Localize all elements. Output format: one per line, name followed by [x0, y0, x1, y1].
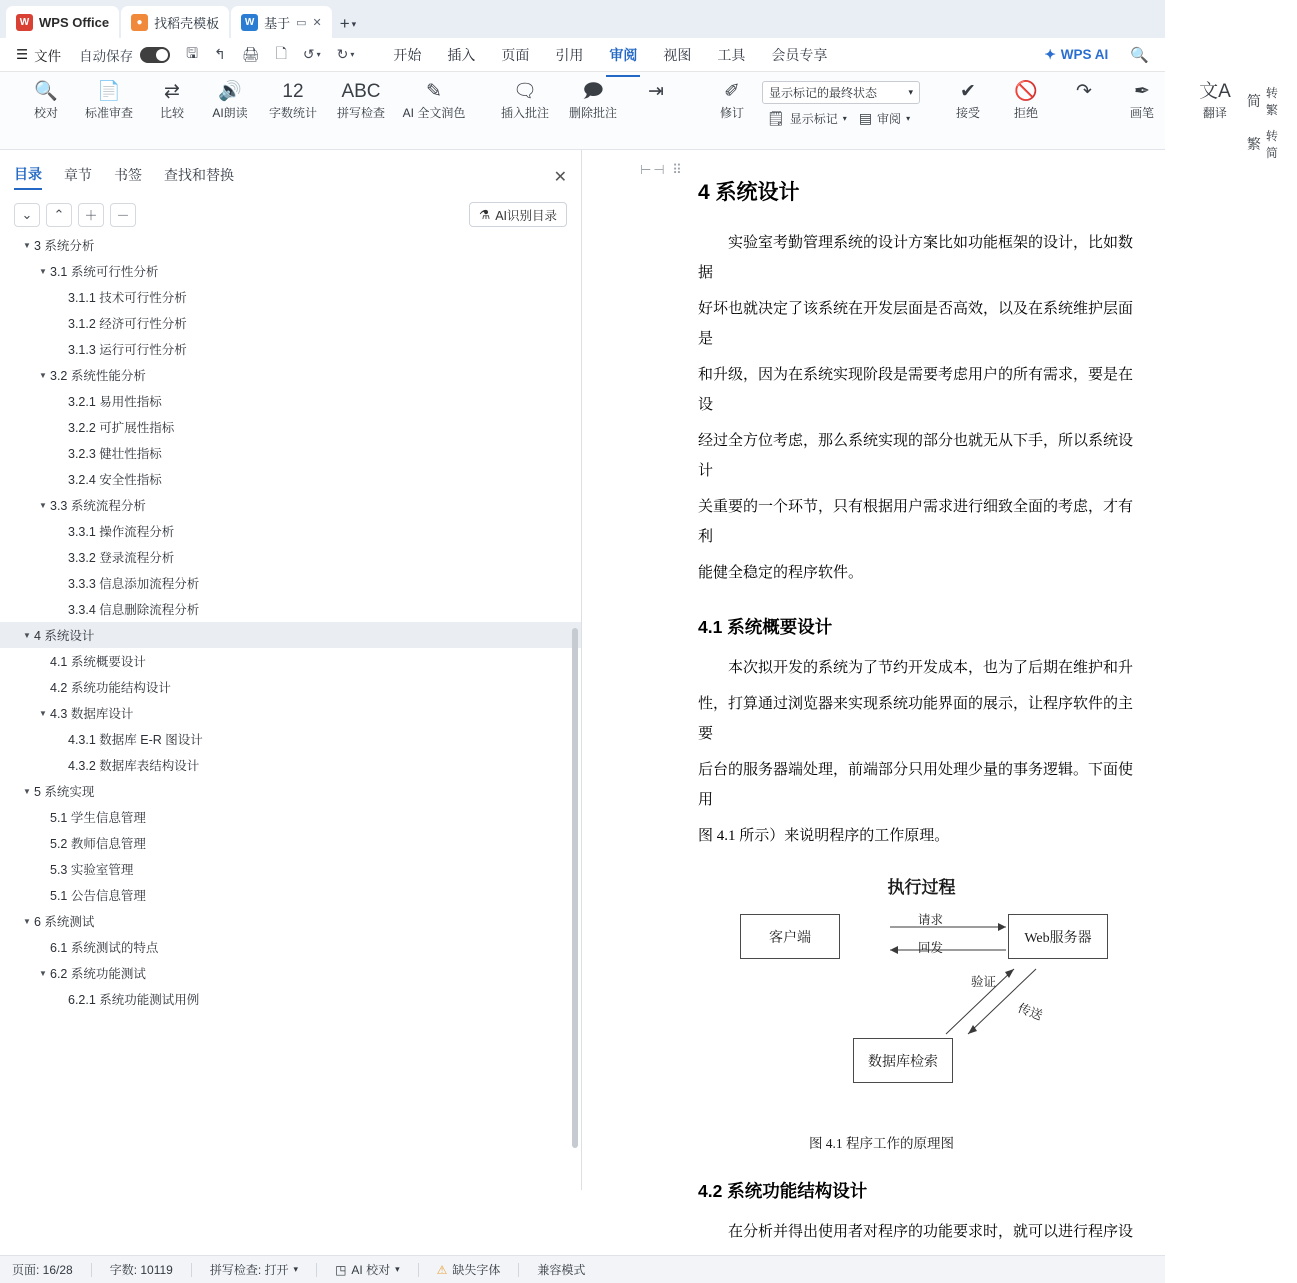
document-page[interactable] [582, 150, 1165, 1240]
diagram-node-label: 客户端 [769, 930, 811, 946]
tab-label: 找稻壳模板 [154, 15, 220, 31]
heading-4-2: 4.2 系统功能结构设计 [698, 1181, 868, 1201]
spellcheck-button[interactable] [328, 76, 394, 121]
diagram-node-webserver [1008, 914, 1108, 959]
print-icon[interactable]: 🖨 [241, 46, 260, 62]
paragraph: 实验室考勤管理系统的设计方案比如功能框架的设计，比如数据 [698, 235, 1134, 281]
standard-review-label: 标准审查 [84, 106, 133, 120]
document-pane[interactable] [582, 150, 1165, 1240]
show-markup-label: 显示标记 [789, 112, 838, 126]
word-count-label: 字数统计 [268, 106, 317, 120]
diagram-node-client [740, 914, 840, 959]
ribbon-group-translate [1182, 76, 1297, 160]
toc-item-label: 3.2.2 可扩展性指标 [68, 421, 175, 435]
ai-proofread-status[interactable] [335, 1261, 400, 1278]
spellcheck-status-label: 拼写检查: 打开 [209, 1263, 289, 1277]
toc-item[interactable] [0, 466, 581, 492]
translate-icon: 文A [1199, 81, 1231, 102]
spellcheck-label: 拼写检查 [336, 106, 385, 120]
word-count-button[interactable] [260, 76, 326, 121]
close-icon[interactable]: ✕ [553, 169, 567, 186]
divider [91, 1263, 92, 1277]
ribbon-group-track [696, 76, 928, 146]
to-simplified-button[interactable] [1242, 124, 1289, 164]
to-simplified-label: 转简 [1265, 129, 1278, 160]
ai-read-label: AI朗读 [212, 106, 248, 120]
toc-item[interactable] [0, 310, 581, 336]
toc-item-label: 4.3.1 数据库 E-R 图设计 [68, 733, 203, 747]
save-icon[interactable]: 🖫 [186, 44, 199, 61]
toc-item-label: 5.1 学生信息管理 [50, 811, 146, 825]
ribbon-tab-start[interactable]: 开始 [393, 46, 422, 63]
page-margin-marks: ⊢⊣ ⠿ [640, 162, 684, 177]
ribbon-tab-member[interactable]: 会员专享 [771, 46, 828, 63]
to-traditional-icon: 简 [1246, 93, 1261, 109]
toc-item-label: 3.3.2 登录流程分析 [68, 551, 175, 565]
nav-tab-toc[interactable]: 目录 [14, 164, 42, 190]
toc-item-label: 4.3.2 数据库表结构设计 [68, 759, 200, 773]
undo-icon[interactable]: ↺ ▾ [302, 46, 321, 62]
toc-item[interactable] [0, 960, 581, 986]
ai-read-button[interactable] [202, 76, 258, 121]
nav-tab-bookmark[interactable]: 书签 [114, 167, 142, 183]
toc-item-label: 4 系统设计 [34, 629, 95, 643]
toc-item[interactable] [0, 856, 581, 882]
delete-comment-label: 删除批注 [568, 106, 617, 120]
toc-item[interactable] [0, 778, 581, 804]
wps-ai-label: WPS AI [1060, 47, 1109, 62]
toc-item-label: 3.1.3 运行可行性分析 [68, 343, 187, 357]
toc-item-label: 3.2.1 易用性指标 [68, 395, 162, 409]
diagram-node-label: 数据库检索 [868, 1054, 938, 1070]
markup-state-value: 显示标记的最终状态 [769, 86, 878, 100]
spellcheck-icon: ABC [341, 81, 381, 102]
accept-button[interactable] [940, 76, 996, 121]
to-traditional-button[interactable] [1242, 81, 1289, 121]
toc-item[interactable] [0, 232, 581, 258]
ai-sparkle-icon: ⚗ [478, 208, 491, 222]
toc-item[interactable] [0, 544, 581, 570]
wps-logo-icon: W [16, 14, 33, 31]
toc-item-label: 3 系统分析 [34, 239, 95, 253]
chevron-down-icon: ▾ [842, 114, 847, 123]
ai-polish-label: AI 全文润色 [402, 106, 466, 120]
reject-label: 拒绝 [1013, 106, 1038, 120]
main-body [0, 150, 1165, 1240]
print-preview-icon[interactable]: 🗋 [275, 44, 287, 61]
figure-diagram [718, 912, 1125, 1124]
word-count-indicator[interactable]: 字数: 10119 [109, 1263, 173, 1277]
delete-comment-button[interactable] [560, 76, 626, 121]
new-tab-button[interactable] [340, 14, 356, 34]
paragraph: 关重要的一个环节，只有根据用户需求进行细致全面的考虑，才有利 [698, 499, 1134, 545]
chevron-down-icon: ▾ [906, 114, 911, 123]
to-simplified-icon: 繁 [1246, 136, 1261, 152]
file-menu-button[interactable] [8, 42, 69, 68]
toc-item-label: 3.3.3 信息添加流程分析 [68, 577, 200, 591]
reject-icon: 🚫 [1014, 81, 1038, 102]
chevron-down-icon[interactable]: ▼ [23, 786, 31, 796]
figure-title: 执行过程 [887, 878, 956, 897]
word-count-icon: 12 [282, 81, 304, 102]
toc-item-label: 6.2 系统功能测试 [50, 967, 146, 981]
browser-tab-bar [0, 0, 1165, 38]
ribbon-tab-view[interactable]: 视图 [663, 46, 692, 63]
review-pane-icon: ▤ [858, 110, 873, 126]
ai-polish-icon: ✎ [426, 81, 442, 102]
tab-controls [296, 16, 322, 29]
compare-label: 比较 [159, 106, 184, 120]
review-pane-label: 审阅 [877, 112, 902, 126]
divider [518, 1263, 519, 1277]
toc-item[interactable] [0, 518, 581, 544]
ai-proofread-icon: ◳ [335, 1262, 347, 1277]
ribbon-tab-tools[interactable]: 工具 [717, 46, 746, 63]
tab-label: WPS Office [39, 14, 110, 30]
pen-icon: ✒ [1134, 81, 1150, 102]
paragraph: 性，打算通过浏览器来实现系统功能界面的展示，让程序软件的主要 [698, 696, 1134, 742]
diagram-node-label: Web服务器 [1024, 930, 1092, 946]
toc-item-label: 4.2 系统功能结构设计 [50, 681, 171, 695]
toc-item[interactable] [0, 908, 581, 934]
paragraph: 能健全稳定的程序软件。 [698, 565, 864, 581]
wps-ai-button[interactable] [1044, 47, 1108, 63]
toc-item-label: 5.3 实验室管理 [50, 863, 134, 877]
ai-read-icon: 🔊 [218, 81, 242, 102]
toc-item[interactable] [0, 570, 581, 596]
ribbon-tab-insert[interactable]: 插入 [447, 46, 476, 63]
nav-tab-chapter[interactable]: 章节 [64, 167, 92, 183]
ai-recognize-toc-button[interactable] [469, 202, 567, 227]
tab-docer-template[interactable] [121, 6, 229, 38]
track-changes-label: 修订 [719, 106, 744, 120]
pen-label: 画笔 [1129, 106, 1154, 120]
track-changes-icon: ✐ [724, 81, 740, 102]
diagram-edge-label-verify: 验证 [971, 975, 997, 989]
standard-review-icon: 📄 [97, 81, 121, 102]
toc-item-label: 4.3 数据库设计 [50, 707, 134, 721]
toc-item[interactable] [0, 440, 581, 466]
proofread-icon: 🔍 [34, 81, 58, 102]
toc-item-label: 5.1 公告信息管理 [50, 889, 146, 903]
chevron-down-icon[interactable]: ▼ [39, 370, 47, 380]
docer-logo-icon: ● [131, 14, 148, 31]
paragraph: 和升级，因为在系统实现阶段是需要考虑用户的所有需求，要是在设 [698, 367, 1134, 413]
paragraph: 经过全方位考虑，那么系统实现的部分也就无从下手，所以系统设计 [698, 433, 1134, 479]
autosave-label: 自动保存 [79, 48, 134, 64]
figure-caption: 图 4.1 程序工作的原理图 [808, 1136, 955, 1151]
ribbon-group-changes [932, 76, 1178, 146]
ai-sparkle-icon: ✦ [1044, 46, 1056, 62]
chevron-down-icon[interactable]: ▼ [39, 708, 47, 718]
ribbon-tab-list [390, 41, 830, 69]
ai-toc-label: AI识别目录 [495, 208, 557, 223]
proofread-label: 校对 [33, 106, 58, 120]
chevron-down-icon[interactable]: ▼ [39, 266, 47, 276]
toc-item-label: 6.1 系统测试的特点 [50, 941, 159, 955]
autosave-toggle[interactable] [140, 47, 170, 63]
spellcheck-status[interactable] [210, 1261, 298, 1278]
toc-item[interactable] [0, 700, 581, 726]
close-icon[interactable]: ✕ [312, 16, 322, 29]
tab-document-active[interactable] [231, 6, 332, 38]
missing-font-warning[interactable] [437, 1261, 501, 1278]
toc-item-label: 3.2 系统性能分析 [50, 369, 146, 383]
show-markup-button[interactable] [762, 107, 852, 130]
expand-plus-icon[interactable]: ＋ [78, 203, 104, 227]
translate-label: 翻译 [1202, 106, 1227, 120]
toc-item[interactable] [0, 804, 581, 830]
diagram-edge-label-transmit: 传送 [1016, 1001, 1045, 1023]
toc-item[interactable] [0, 986, 581, 1012]
conversion-options [1242, 76, 1289, 164]
ribbon-tab-page[interactable]: 页面 [501, 46, 530, 63]
plus-icon: + [339, 14, 350, 33]
paragraph: 图 4.1 所示）来说明程序的工作原理。 [698, 828, 950, 844]
toc-list[interactable] [0, 228, 581, 1162]
toc-item-label: 3.1.1 技术可行性分析 [68, 291, 187, 305]
toc-item[interactable] [0, 336, 581, 362]
toc-item-label: 3.3 系统流程分析 [50, 499, 146, 513]
hamburger-icon: ☰ [16, 46, 29, 62]
chevron-down-icon[interactable]: ▼ [39, 500, 47, 510]
warning-icon: ⚠ [436, 1262, 448, 1277]
navigation-pane [0, 150, 582, 1190]
toc-item-selected[interactable] [0, 622, 581, 648]
ai-proofread-label: AI 校对 [351, 1263, 391, 1277]
toc-item[interactable] [0, 726, 581, 752]
toc-item-label: 5.2 教师信息管理 [50, 837, 146, 851]
chevron-down-icon[interactable]: ▼ [39, 968, 47, 978]
menu-bar [0, 38, 1165, 72]
paragraph: 后台的服务器端处理，前端部分只用处理少量的事务逻辑。下面使用 [698, 762, 1134, 808]
compare-button[interactable] [144, 76, 200, 121]
file-menu-label: 文件 [34, 48, 62, 64]
undo-arrow-icon[interactable]: ↰ [214, 46, 226, 62]
status-bar [0, 1255, 1165, 1283]
track-changes-options [762, 76, 920, 130]
toc-item-label: 6.2.1 系统功能测试用例 [68, 993, 200, 1007]
chevron-down-icon[interactable]: ▼ [23, 240, 31, 250]
delete-comment-icon: 🗩 [582, 81, 604, 102]
compare-icon: ⇄ [164, 81, 180, 102]
search-icon[interactable]: 🔍 [1130, 46, 1149, 64]
page-indicator[interactable]: 页面: 16/28 [12, 1263, 73, 1277]
next-comment-button[interactable] [628, 76, 684, 106]
chevron-down-icon: ▾ [908, 87, 913, 97]
show-markup-icon: 🗒 [767, 110, 785, 126]
toc-item-label: 3.2.4 安全性指标 [68, 473, 162, 487]
diagram-edge-label-request: 请求 [918, 913, 944, 927]
autosave-control[interactable] [73, 45, 176, 65]
chevron-up-icon[interactable]: ⌃ [46, 203, 72, 227]
heading-4-1: 4.1 系统概要设计 [698, 617, 833, 637]
missing-font-label: 缺失字体 [452, 1263, 501, 1277]
toc-item[interactable] [0, 934, 581, 960]
to-traditional-label: 转繁 [1265, 86, 1278, 117]
toc-item-label: 3.3.4 信息删除流程分析 [68, 603, 200, 617]
chevron-down-icon: ▾ [395, 1264, 400, 1274]
pen-button[interactable] [1114, 76, 1170, 121]
toc-item[interactable] [0, 258, 581, 284]
toc-item[interactable] [0, 414, 581, 440]
chevron-down-icon[interactable]: ⌄ [14, 203, 40, 227]
toc-scrollbar[interactable] [572, 628, 578, 1148]
insert-comment-icon: 🗨 [512, 81, 538, 102]
word-doc-icon: W [241, 14, 258, 31]
toc-item[interactable] [0, 284, 581, 310]
divider [418, 1263, 419, 1277]
compat-mode-indicator[interactable]: 兼容模式 [537, 1263, 586, 1277]
track-changes-button[interactable] [704, 76, 760, 121]
collapse-minus-icon[interactable]: － [110, 203, 136, 227]
ai-polish-button[interactable] [396, 76, 472, 121]
tab-wps-office[interactable] [6, 6, 119, 38]
chevron-down-icon: ▾ [351, 18, 357, 29]
tab-label: 基于 [264, 15, 291, 31]
next-comment-icon: ⇥ [648, 81, 664, 102]
review-pane-button[interactable] [854, 107, 915, 130]
toc-item[interactable] [0, 362, 581, 388]
toc-item[interactable] [0, 674, 581, 700]
toc-item-label: 3.2.3 健壮性指标 [68, 447, 162, 461]
toc-item[interactable] [0, 648, 581, 674]
chevron-down-icon[interactable]: ▼ [23, 916, 31, 926]
paragraph: 在分析并得出使用者对程序的功能要求时，就可以进行程序设 [728, 1224, 1134, 1240]
ribbon-tab-review[interactable]: 审阅 [606, 41, 640, 69]
divider [191, 1263, 192, 1277]
reject-button[interactable] [998, 76, 1054, 121]
toc-item-label: 5 系统实现 [34, 785, 95, 799]
chevron-down-icon: ▾ [293, 1264, 299, 1274]
markup-state-combo[interactable] [762, 81, 920, 104]
redo-icon[interactable]: ↻ ▾ [336, 46, 355, 62]
insert-comment-label: 插入批注 [500, 106, 549, 120]
chevron-down-icon[interactable]: ▼ [23, 630, 31, 640]
diagram-node-database [853, 1038, 953, 1083]
insert-comment-button[interactable] [492, 76, 558, 121]
toc-item[interactable] [0, 492, 581, 518]
translate-button[interactable] [1190, 76, 1240, 121]
next-change-icon: ↷ [1076, 81, 1092, 102]
ribbon-group-comments [484, 76, 692, 146]
toc-item[interactable] [0, 388, 581, 414]
accept-label: 接受 [955, 106, 980, 120]
navigation-tabs [0, 150, 581, 198]
proofread-button[interactable] [18, 76, 74, 121]
diagram-edge-label-response: 回发 [918, 941, 944, 955]
heading-4: 4 系统设计 [698, 181, 800, 204]
toc-item[interactable] [0, 882, 581, 908]
minimize-icon[interactable]: ▭ [296, 16, 307, 29]
ribbon-toolbar [0, 72, 1278, 160]
paragraph: 好坏也就决定了该系统在开发层面是否高效，以及在系统维护层面是 [698, 301, 1134, 347]
ribbon-tab-reference[interactable]: 引用 [555, 46, 584, 63]
divider [316, 1263, 317, 1277]
paragraph: 本次拟开发的系统为了节约开发成本，也为了后期在维护和升 [728, 660, 1134, 676]
toc-item-label: 3.3.1 操作流程分析 [68, 525, 175, 539]
next-change-button[interactable] [1056, 76, 1112, 106]
standard-review-button[interactable] [76, 76, 142, 121]
toc-item-label: 4.1 系统概要设计 [50, 655, 146, 669]
toc-item-label: 3.1.2 经济可行性分析 [68, 317, 187, 331]
ribbon-group-proofing [10, 76, 480, 146]
toc-item-label: 6 系统测试 [34, 915, 95, 929]
toc-item[interactable] [0, 596, 581, 622]
toc-item[interactable] [0, 830, 581, 856]
toc-item-label: 3.1 系统可行性分析 [50, 265, 159, 279]
toc-item[interactable] [0, 752, 581, 778]
accept-icon: ✔ [960, 81, 976, 102]
nav-tab-find-replace[interactable]: 查找和替换 [164, 167, 234, 183]
